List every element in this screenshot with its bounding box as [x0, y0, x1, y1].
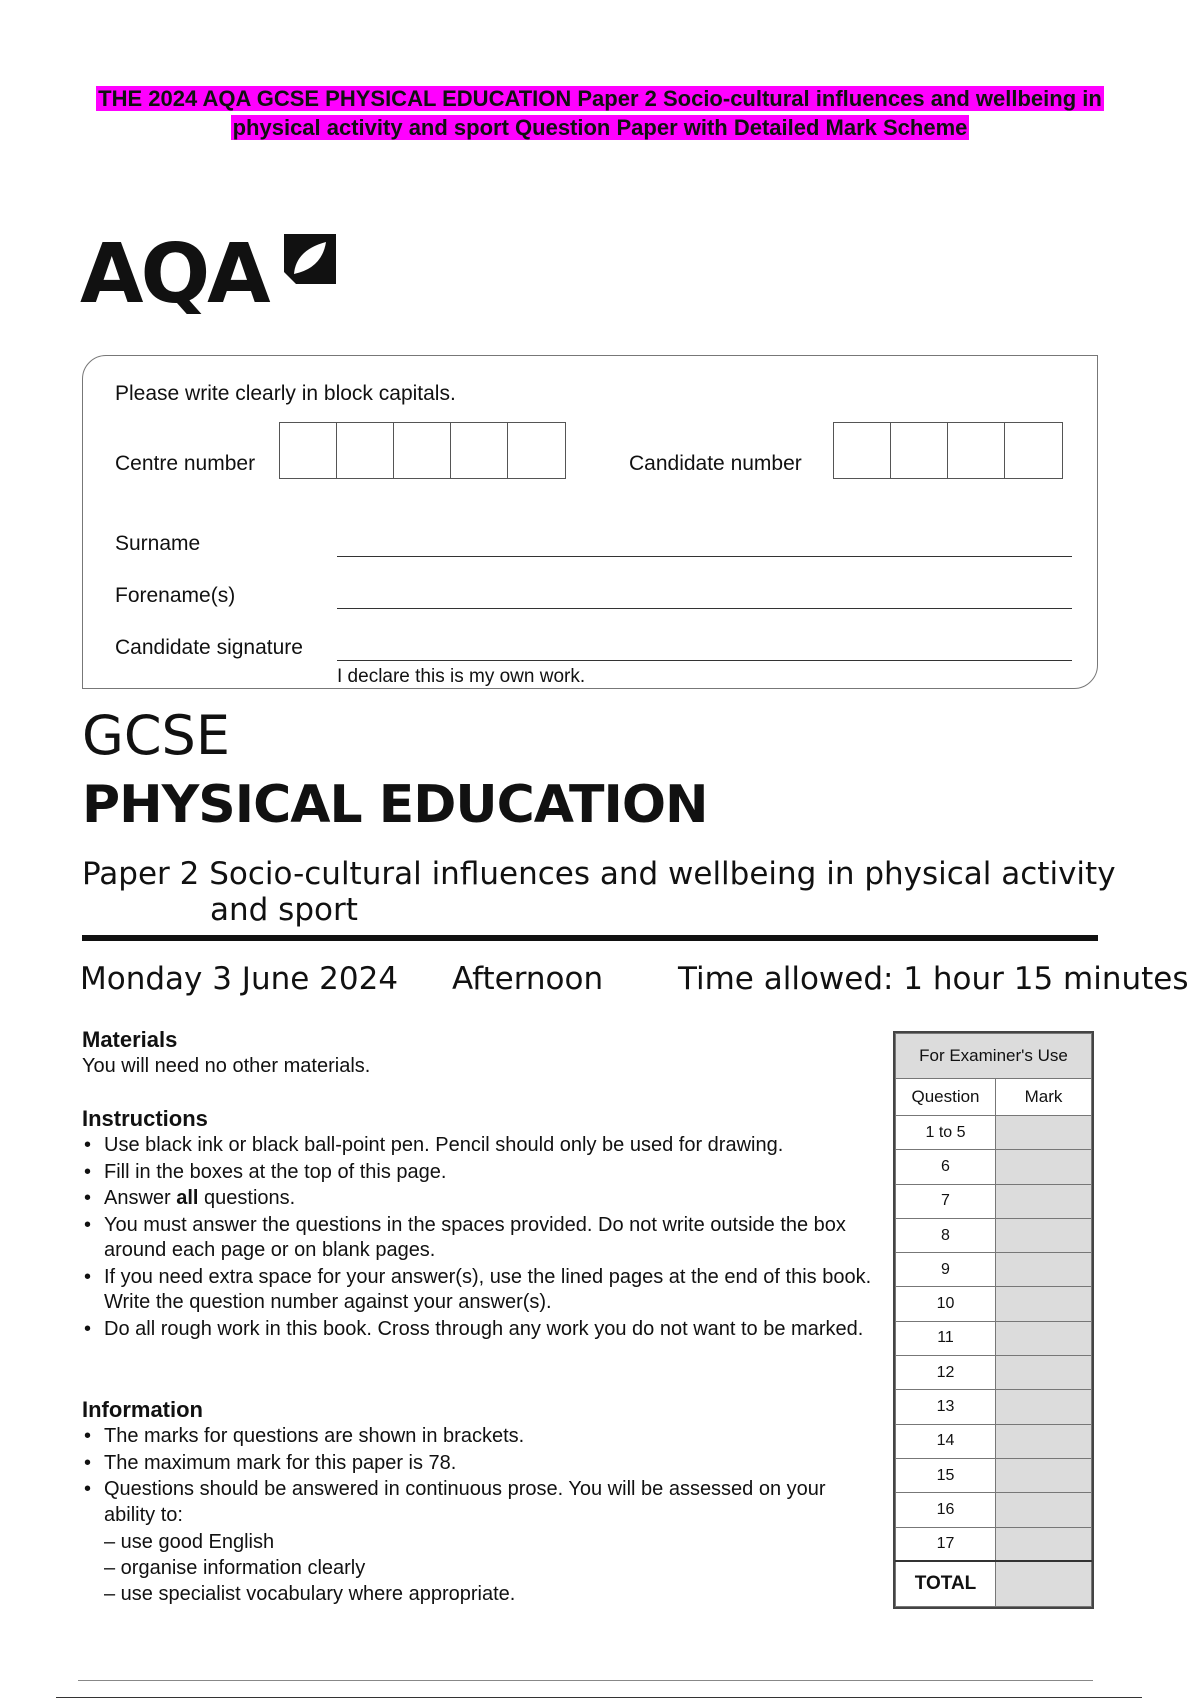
total-mark-cell[interactable] [996, 1561, 1092, 1606]
information-list [82, 1424, 872, 1529]
surname-field[interactable] [337, 556, 1072, 557]
question-number: 10 [896, 1287, 996, 1321]
total-label: TOTAL [896, 1561, 996, 1606]
candidate-number-digit[interactable] [834, 423, 891, 478]
candidate-number-digit[interactable] [1005, 423, 1062, 478]
forename-label: Forename(s) [115, 584, 236, 607]
mark-cell[interactable] [996, 1218, 1092, 1252]
question-number: 8 [896, 1218, 996, 1252]
information-item: • Questions should be answered in continuous prose. You will be assessed on your ability to: [82, 1477, 872, 1528]
question-number: 6 [896, 1150, 996, 1184]
mark-column-header: Mark [996, 1079, 1092, 1116]
paper-title-line-2: and sport [210, 892, 358, 928]
mark-cell[interactable] [996, 1287, 1092, 1321]
subject-title: PHYSICAL EDUCATION [82, 775, 708, 835]
aqa-logo-text: AQA [80, 227, 268, 322]
mark-cell[interactable] [996, 1424, 1092, 1458]
instruction-item: • Do all rough work in this book. Cross through any work you do not want to be marked. [82, 1317, 872, 1343]
question-number: 16 [896, 1493, 996, 1527]
signature-field[interactable] [337, 660, 1072, 661]
surname-label: Surname [115, 532, 201, 555]
mark-cell[interactable] [996, 1184, 1092, 1218]
instruction-item: • If you need extra space for your answer(s), use the lined pages at the end of this book. Write the question number against your answer(s). [82, 1265, 872, 1316]
centre-number-label: Centre number [115, 452, 256, 475]
centre-number-digit[interactable] [394, 423, 451, 478]
information-heading: Information [82, 1397, 203, 1422]
question-number: 1 to 5 [896, 1116, 996, 1150]
exam-date: Monday 3 June 2024 [80, 961, 399, 997]
question-number: 14 [896, 1424, 996, 1458]
question-number: 9 [896, 1253, 996, 1287]
footer-rule [78, 1680, 1093, 1681]
question-number: 7 [896, 1184, 996, 1218]
examiner-use-title: For Examiner's Use [896, 1034, 1092, 1079]
centre-number-digit[interactable] [508, 423, 565, 478]
instruction-item: • Answer all questions. [82, 1186, 872, 1212]
materials-heading: Materials [82, 1027, 178, 1052]
exam-session: Afternoon [452, 961, 604, 997]
candidate-number-digit[interactable] [891, 423, 948, 478]
examiner-use-table [893, 1031, 1094, 1609]
candidate-signature-label: Candidate signature [115, 636, 303, 659]
instruction-item: • You must answer the questions in the spaces provided. Do not write outside the box around each page or on blank pages. [82, 1213, 872, 1264]
candidate-number-digit[interactable] [948, 423, 1005, 478]
information-subitem: – organise information clearly [104, 1557, 366, 1579]
title-divider [82, 935, 1098, 941]
question-number: 12 [896, 1356, 996, 1390]
centre-number-boxes [279, 422, 566, 479]
block-capitals-instruction: Please write clearly in block capitals. [115, 382, 456, 405]
instruction-item: • Fill in the boxes at the top of this page. [82, 1160, 872, 1186]
centre-number-digit[interactable] [280, 423, 337, 478]
instruction-item: • Use black ink or black ball-point pen. Pencil should only be used for drawing. [82, 1133, 872, 1159]
information-subitem: – use specialist vocabulary where appropriate. [104, 1583, 516, 1605]
question-number: 13 [896, 1390, 996, 1424]
information-subitem: – use good English [104, 1531, 275, 1553]
declaration-text: I declare this is my own work. [337, 666, 586, 687]
mark-cell[interactable] [996, 1356, 1092, 1390]
mark-cell[interactable] [996, 1458, 1092, 1492]
paper-title-line-1: Paper 2 Socio-cultural influences and wellbeing in physical activity [82, 856, 1116, 892]
qualification-level: GCSE [82, 704, 230, 767]
banner-line-2: physical activity and sport Question Paper with Detailed Mark Scheme [232, 115, 968, 140]
mark-cell[interactable] [996, 1116, 1092, 1150]
question-number: 11 [896, 1321, 996, 1355]
question-number: 17 [896, 1527, 996, 1561]
mark-cell[interactable] [996, 1321, 1092, 1355]
materials-text: You will need no other materials. [82, 1055, 371, 1077]
question-column-header: Question [896, 1079, 996, 1116]
mark-cell[interactable] [996, 1150, 1092, 1184]
mark-cell[interactable] [996, 1527, 1092, 1561]
instructions-list [82, 1133, 872, 1343]
aqa-leaf-icon [280, 230, 340, 288]
forename-field[interactable] [337, 608, 1072, 609]
centre-number-digit[interactable] [337, 423, 394, 478]
candidate-number-label: Candidate number [629, 452, 802, 475]
page-bottom-rule [56, 1697, 1142, 1698]
mark-cell[interactable] [996, 1390, 1092, 1424]
mark-cell[interactable] [996, 1253, 1092, 1287]
information-item: • The marks for questions are shown in brackets. [82, 1424, 872, 1450]
time-allowed: Time allowed: 1 hour 15 minutes [678, 961, 1189, 997]
question-number: 15 [896, 1458, 996, 1492]
mark-cell[interactable] [996, 1493, 1092, 1527]
candidate-details-box [82, 355, 1098, 689]
banner-line-1: THE 2024 AQA GCSE PHYSICAL EDUCATION Paper 2 Socio-cultural influences and wellbeing in [98, 86, 1102, 111]
instructions-heading: Instructions [82, 1106, 208, 1131]
centre-number-digit[interactable] [451, 423, 508, 478]
document-banner [0, 84, 1200, 142]
information-item: • The maximum mark for this paper is 78. [82, 1451, 872, 1477]
candidate-number-boxes [833, 422, 1063, 479]
